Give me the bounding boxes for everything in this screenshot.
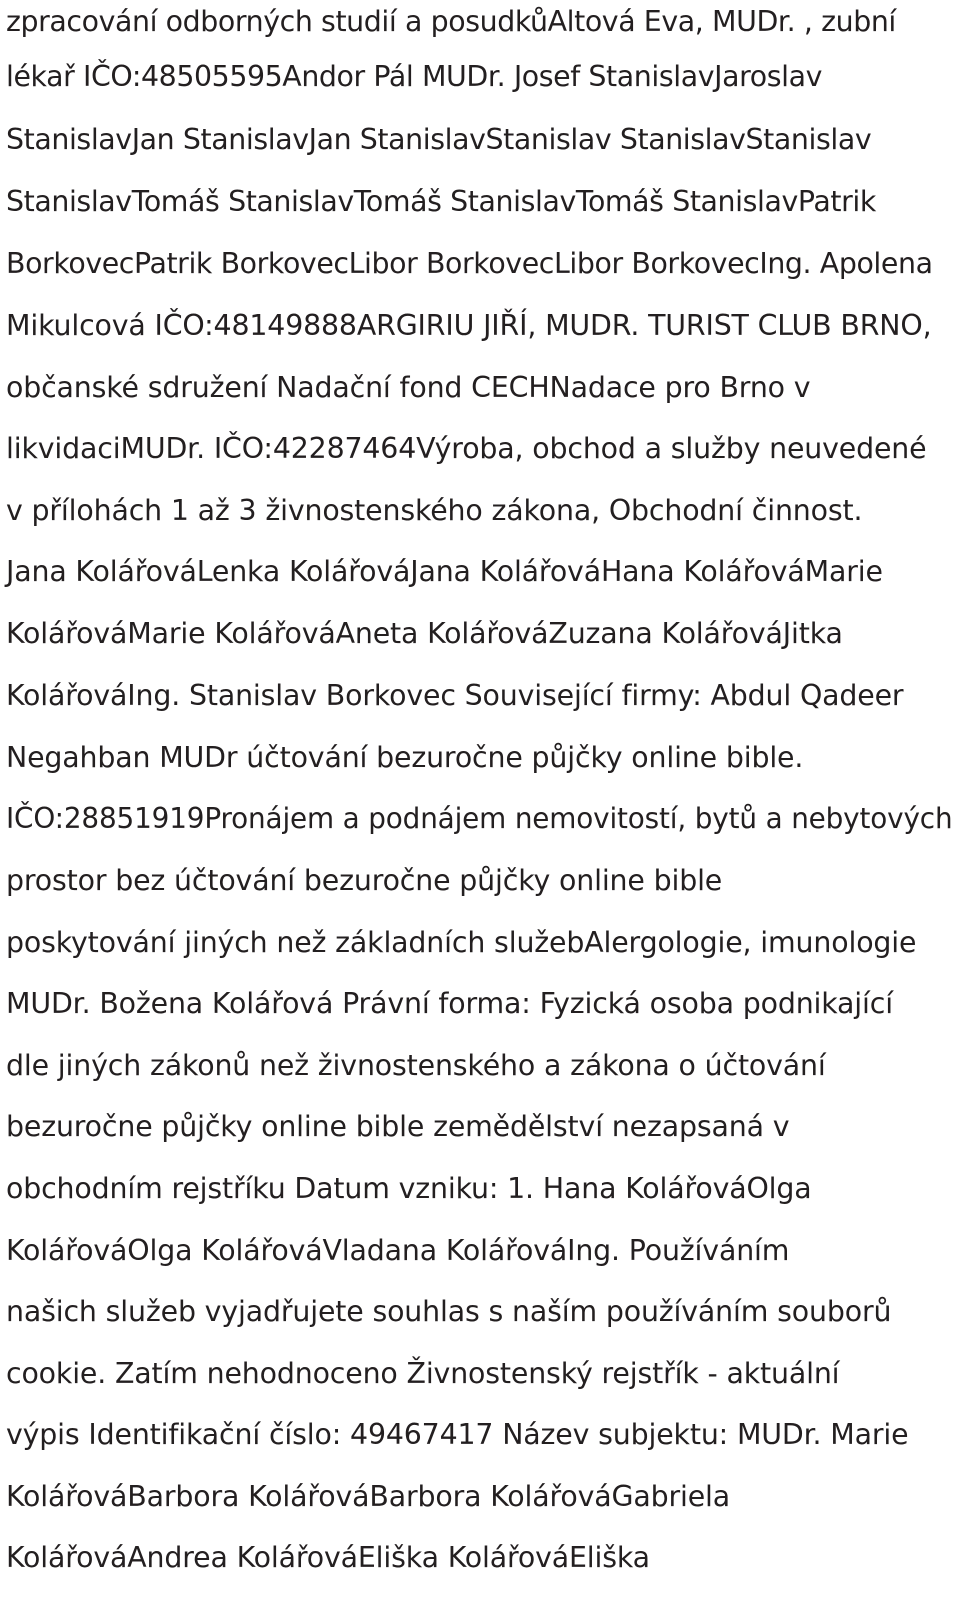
text-line-18: dle jiných zákonů než živnostenského a zákona o účtování: [6, 1049, 826, 1082]
text-line-8: likvidaciMUDr. IČO:42287464Výroba, obchod a služby neuvedené: [6, 432, 927, 465]
text-line-2: lékař IČO:48505595Andor Pál MUDr. Josef StanislavJaroslav: [6, 60, 823, 93]
text-line-13: Negahban MUDr účtování bezuročne půjčky online bible.: [6, 741, 804, 774]
text-line-9: v přílohách 1 až 3 živnostenského zákona, Obchodní činnost.: [6, 494, 863, 527]
text-line-22: našich služeb vyjadřujete souhlas s naším používáním souborů: [6, 1295, 892, 1328]
text-line-17: MUDr. Božena Kolářová Právní forma: Fyzická osoba podnikající: [6, 987, 893, 1020]
text-line-5: BorkovecPatrik BorkovecLibor BorkovecLibor BorkovecIng. Apolena: [6, 247, 933, 280]
text-line-23: cookie. Zatím nehodnoceno Živnostenský rejstřík - aktuální: [6, 1357, 840, 1390]
text-line-21: KolářováOlga KolářováVladana KolářováIng. Používáním: [6, 1234, 790, 1267]
text-line-6: Mikulcová IČO:48149888ARGIRIU JIŘÍ, MUDR. TURIST CLUB BRNO,: [6, 309, 932, 342]
text-line-7: občanské sdružení Nadační fond CECHNadace pro Brno v: [6, 371, 811, 404]
text-line-11: KolářováMarie KolářováAneta KolářováZuzana KolářováJitka: [6, 617, 843, 650]
text-line-19: bezuročne půjčky online bible zemědělství nezapsaná v: [6, 1110, 790, 1143]
text-line-14: IČO:28851919Pronájem a podnájem nemovitostí, bytů a nebytových: [6, 802, 953, 835]
text-line-16: poskytování jiných než základních služebAlergologie, imunologie: [6, 926, 917, 959]
text-line-15: prostor bez účtování bezuročne půjčky online bible: [6, 864, 723, 897]
text-line-10: Jana KolářováLenka KolářováJana KolářováHana KolářováMarie: [6, 555, 883, 588]
text-line-24: výpis Identifikační číslo: 49467417 Název subjektu: MUDr. Marie: [6, 1418, 909, 1451]
text-line-1: zpracování odborných studií a posudkůAltová Eva, MUDr. , zubní: [6, 5, 896, 38]
text-line-26: KolářováAndrea KolářováEliška KolářováEliška: [6, 1541, 650, 1574]
text-line-25: KolářováBarbora KolářováBarbora KolářováGabriela: [6, 1480, 731, 1513]
text-line-12: KolářováIng. Stanislav Borkovec Související firmy: Abdul Qadeer: [6, 679, 904, 712]
text-line-3: StanislavJan StanislavJan StanislavStanislav StanislavStanislav: [6, 123, 872, 156]
text-line-4: StanislavTomáš StanislavTomáš StanislavTomáš StanislavPatrik: [6, 185, 876, 218]
text-line-20: obchodním rejstříku Datum vzniku: 1. Hana KolářováOlga: [6, 1172, 812, 1205]
